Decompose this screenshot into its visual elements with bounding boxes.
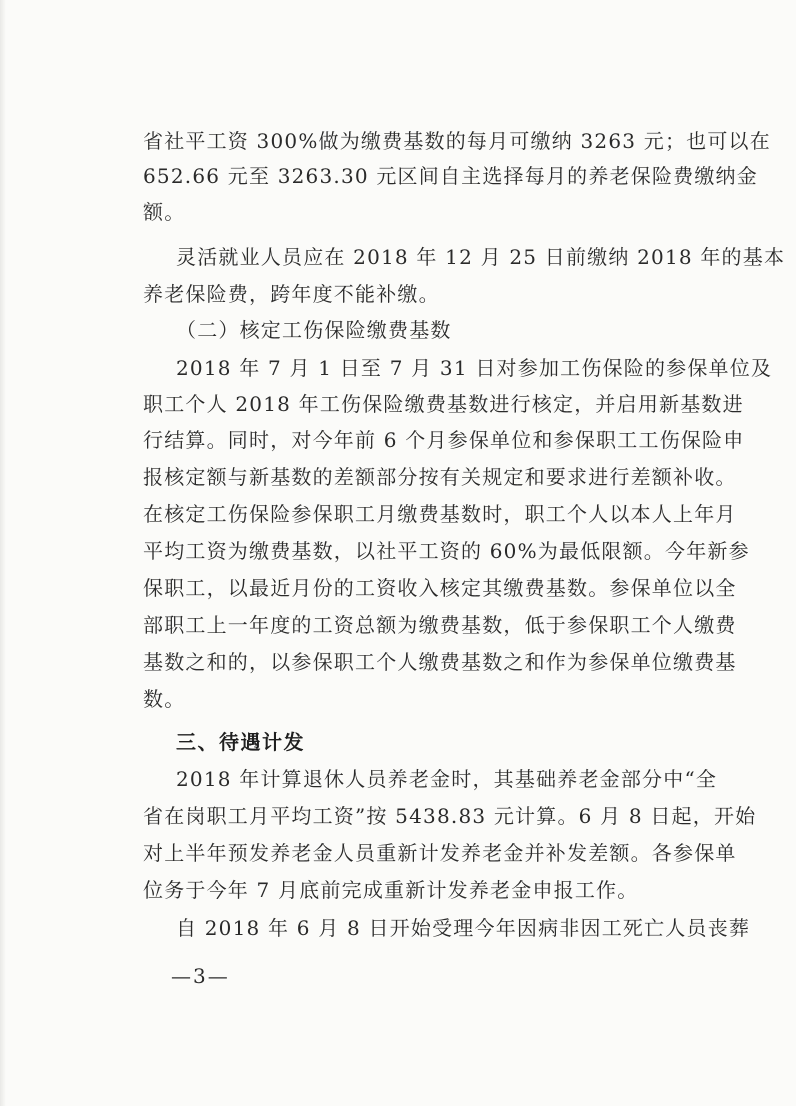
section-heading: 三、待遇计发 bbox=[176, 730, 305, 754]
page-number: —3— bbox=[171, 964, 230, 988]
text-line: 在核定工伤保险参保职工月缴费基数时，职工个人以本人上年月 bbox=[143, 502, 737, 526]
text-line: 基数之和的，以参保职工个人缴费基数之和作为参保单位缴费基 bbox=[143, 650, 737, 674]
text-line: 灵活就业人员应在 2018 年 12 月 25 日前缴纳 2018 年的基本 bbox=[176, 245, 786, 269]
subsection-heading: （二）核定工伤保险缴费基数 bbox=[176, 318, 452, 342]
text-line: 位务于今年 7 月底前完成重新计发养老金申报工作。 bbox=[143, 878, 639, 902]
text-line: 对上半年预发养老金人员重新计发养老金并补发差额。各参保单 bbox=[143, 841, 737, 865]
text-line: 平均工资为缴费基数，以社平工资的 60%为最低限额。今年新参 bbox=[143, 539, 750, 563]
text-line: 数。 bbox=[143, 687, 186, 711]
text-line: 养老保险费，跨年度不能补缴。 bbox=[143, 282, 440, 306]
scan-edge bbox=[0, 0, 6, 1106]
text-line: 省社平工资 300%做为缴费基数的每月可缴纳 3263 元；也可以在 bbox=[143, 129, 771, 153]
text-line: 省在岗职工月平均工资”按 5438.83 元计算。6 月 8 日起，开始 bbox=[143, 804, 757, 828]
text-line: 行结算。同时，对今年前 6 个月参保单位和参保职工工伤保险申 bbox=[143, 428, 745, 452]
text-line: 报核定额与新基数的差额部分按有关规定和要求进行差额补收。 bbox=[143, 465, 737, 489]
text-line: 自 2018 年 6 月 8 日开始受理今年因病非因工死亡人员丧葬 bbox=[176, 916, 751, 940]
text-line: 职工个人 2018 年工伤保险缴费基数进行核定，并启用新基数进 bbox=[143, 392, 744, 416]
text-line: 2018 年计算退休人员养老金时，其基础养老金部分中“全 bbox=[176, 767, 718, 791]
text-line: 额。 bbox=[143, 200, 186, 224]
text-line: 部职工上一年度的工资总额为缴费基数，低于参保职工个人缴费 bbox=[143, 613, 737, 637]
text-line: 2018 年 7 月 1 日至 7 月 31 日对参加工伤保险的参保单位及 bbox=[176, 356, 773, 380]
text-line: 652.66 元至 3263.30 元区间自主选择每月的养老保险费缴纳金 bbox=[143, 164, 758, 188]
text-line: 保职工，以最近月份的工资收入核定其缴费基数。参保单位以全 bbox=[143, 576, 737, 600]
